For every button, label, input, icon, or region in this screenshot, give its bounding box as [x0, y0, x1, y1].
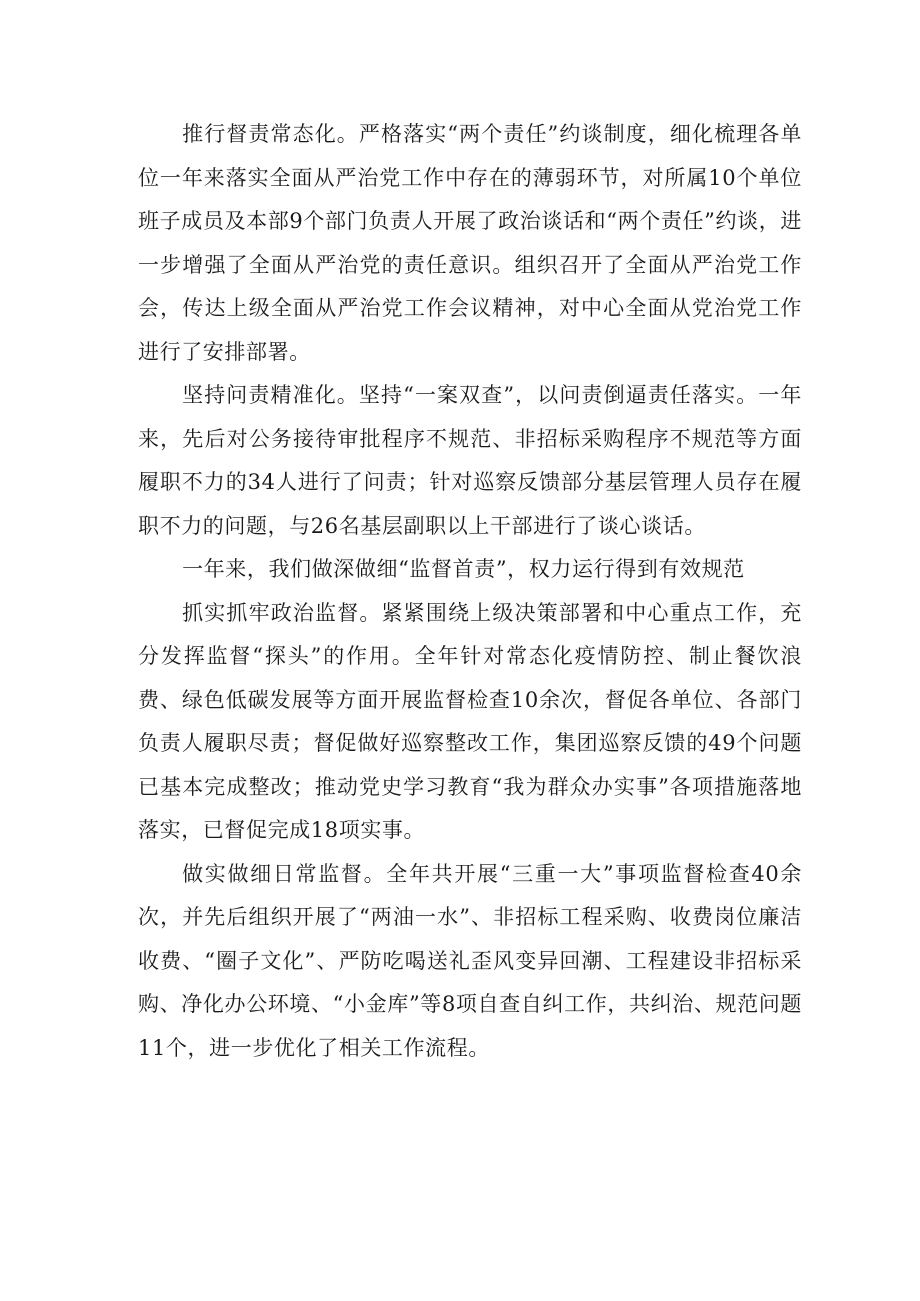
paragraph-richang-jiandu: 做实做细日常监督。全年共开展“三重一大”事项监督检查40余次，并先后组织开展了“两油一水”、非招标工程采购、收费岗位廉洁收费、“圈子文化”、严防吃喝送礼歪风变异回潮、工程建设非招标采购、净化办公环境、“小金库”等8项自查自纠工作，共纠治、规范问题11个，进一步优化了相关工作流程。 — [138, 861, 802, 1060]
section-heading-jiandu: 一年来，我们做深做细“监督首责”，权力运行得到有效规范 — [182, 557, 745, 581]
paragraph-wenze: 坚持问责精准化。坚持“一案双查”，以问责倒逼责任落实。一年来，先后对公务接待审批程序不规范、非招标采购程序不规范等方面履职不力的34人进行了问责；针对巡察反馈部分基层管理人员存在履职不力的问题，与26名基层副职以上干部进行了谈心谈话。 — [138, 383, 802, 538]
paragraph-duze: 推行督责常态化。严格落实“两个责任”约谈制度，细化梳理各单位一年来落实全面从严治党工作中存在的薄弱环节，对所属10个单位班子成员及本部9个部门负责人开展了政治谈话和“两个责任”约谈，进一步增强了全面从严治党的责任意识。组织召开了全面从严治党工作会，传达上级全面从严治党工作会议精神，对中心全面从党治党工作进行了安排部署。 — [138, 122, 802, 364]
document-body — [138, 113, 802, 1070]
paragraph-zhengzhi-jiandu: 抓实抓牢政治监督。紧紧围绕上级决策部署和中心重点工作，充分发挥监督“探头”的作用。全年针对常态化疫情防控、制止餐饮浪费、绿色低碳发展等方面开展监督检查10余次，督促各单位、各部门负责人履职尽责；督促做好巡察整改工作，集团巡察反馈的49个问题已基本完成整改；推动党史学习教育“我为群众办实事”各项措施落地落实，已督促完成18项实事。 — [138, 600, 802, 842]
